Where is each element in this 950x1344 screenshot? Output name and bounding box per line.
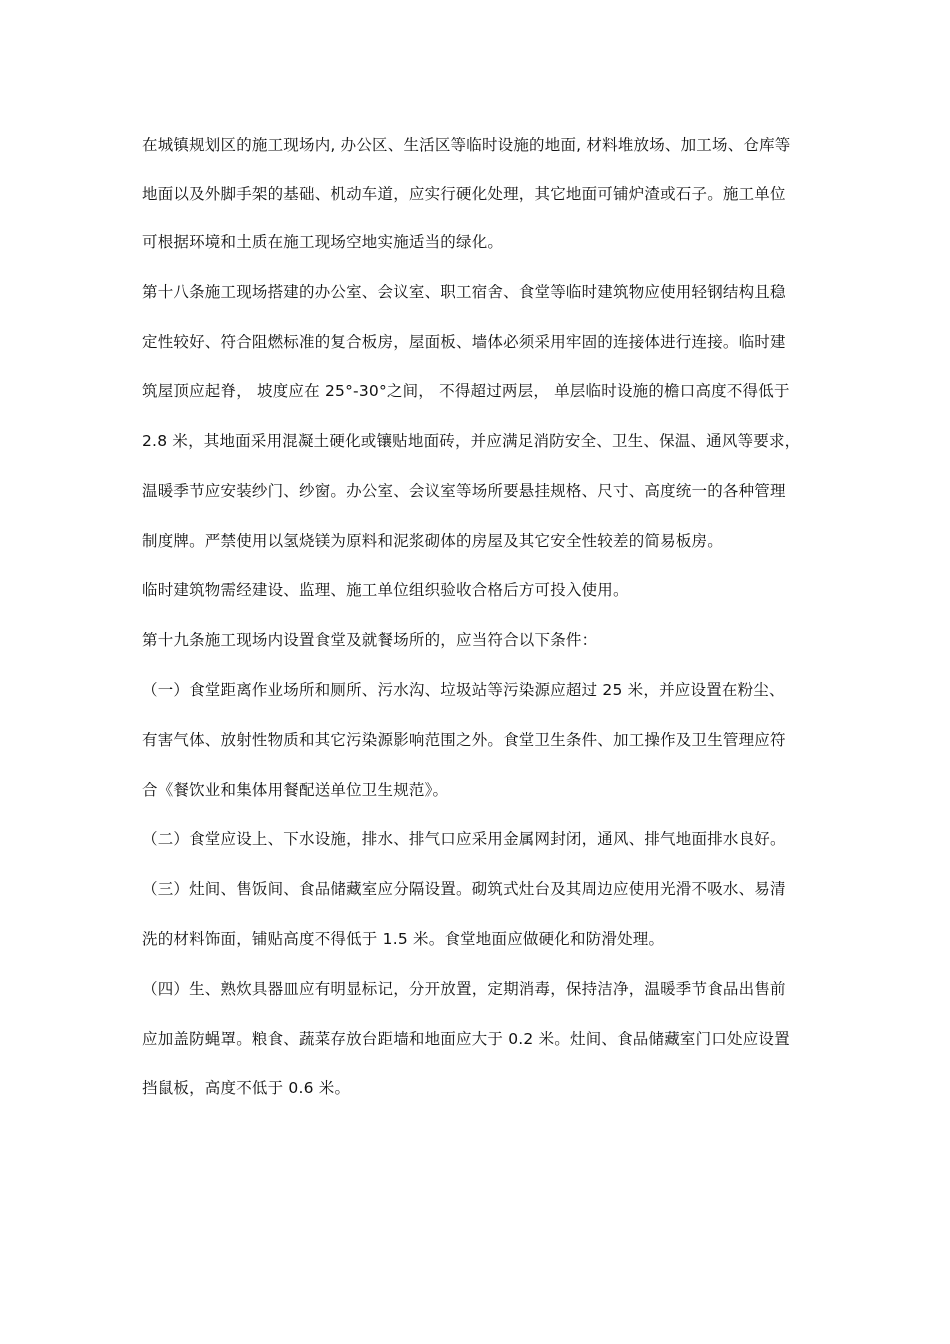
text-line: 有害气体、放射性物质和其它污染源影响范围之外。食堂卫生条件、加工操作及卫生管理应符	[142, 731, 786, 749]
text-line: （一）食堂距离作业场所和厕所、污水沟、垃圾站等污染源应超过 25 米，并应设置在粉尘、	[142, 681, 785, 699]
text-line: （二）食堂应设上、下水设施，排水、排气口应采用金属网封闭，通风、排气地面排水良好。	[142, 830, 786, 848]
text-line: （三）灶间、售饭间、食品储藏室应分隔设置。砌筑式灶台及其周边应使用光滑不吸水、易清	[142, 880, 786, 898]
text-line: 在城镇规划区的施工现场内, 办公区、生活区等临时设施的地面, 材料堆放场、加工场、仓库等	[142, 136, 791, 154]
text-line: 第十八条施工现场搭建的办公室、会议室、职工宿舍、食堂等临时建筑物应使用轻钢结构且稳	[142, 283, 786, 301]
text-line: （四）生、熟炊具器皿应有明显标记，分开放置，定期消毒，保持洁净，温暖季节食品出售前	[142, 980, 786, 998]
text-line: 可根据环境和土质在施工现场空地实施适当的绿化。	[142, 233, 504, 251]
text-line: 应加盖防蝇罩。粮食、蔬菜存放台距墙和地面应大于 0.2 米。灶间、食品储藏室门口处应设置	[142, 1030, 790, 1048]
text-line: 筑屋顶应起脊， 坡度应在 25°-30°之间， 不得超过两层， 单层临时设施的檐口高度不得低于	[142, 382, 790, 400]
text-line: 合《餐饮业和集体用餐配送单位卫生规范》。	[142, 781, 449, 799]
text-line: 定性较好、符合阻燃标准的复合板房，屋面板、墙体必须采用牢固的连接体进行连接。临时建	[142, 333, 786, 351]
text-line: 挡鼠板，高度不低于 0.6 米。	[142, 1079, 351, 1097]
text-line: 制度牌。严禁使用以氢烧镁为原料和泥浆砌体的房屋及其它安全性较差的简易板房。	[142, 532, 723, 550]
text-line: 临时建筑物需经建设、监理、施工单位组织验收合格后方可投入使用。	[142, 581, 629, 599]
text-line: 2.8 米，其地面采用混凝土硬化或镶贴地面砖，并应满足消防安全、卫生、保温、通风等要求，	[142, 432, 801, 450]
text-line: 洗的材料饰面，铺贴高度不得低于 1.5 米。食堂地面应做硬化和防滑处理。	[142, 930, 665, 948]
text-line: 第十九条施工现场内设置食堂及就餐场所的，应当符合以下条件：	[142, 631, 598, 649]
text-line: 温暖季节应安装纱门、纱窗。办公室、会议室等场所要悬挂规格、尺寸、高度统一的各种管理	[142, 482, 786, 500]
text-line: 地面以及外脚手架的基础、机动车道，应实行硬化处理，其它地面可铺炉渣或石子。施工单位	[142, 185, 786, 203]
